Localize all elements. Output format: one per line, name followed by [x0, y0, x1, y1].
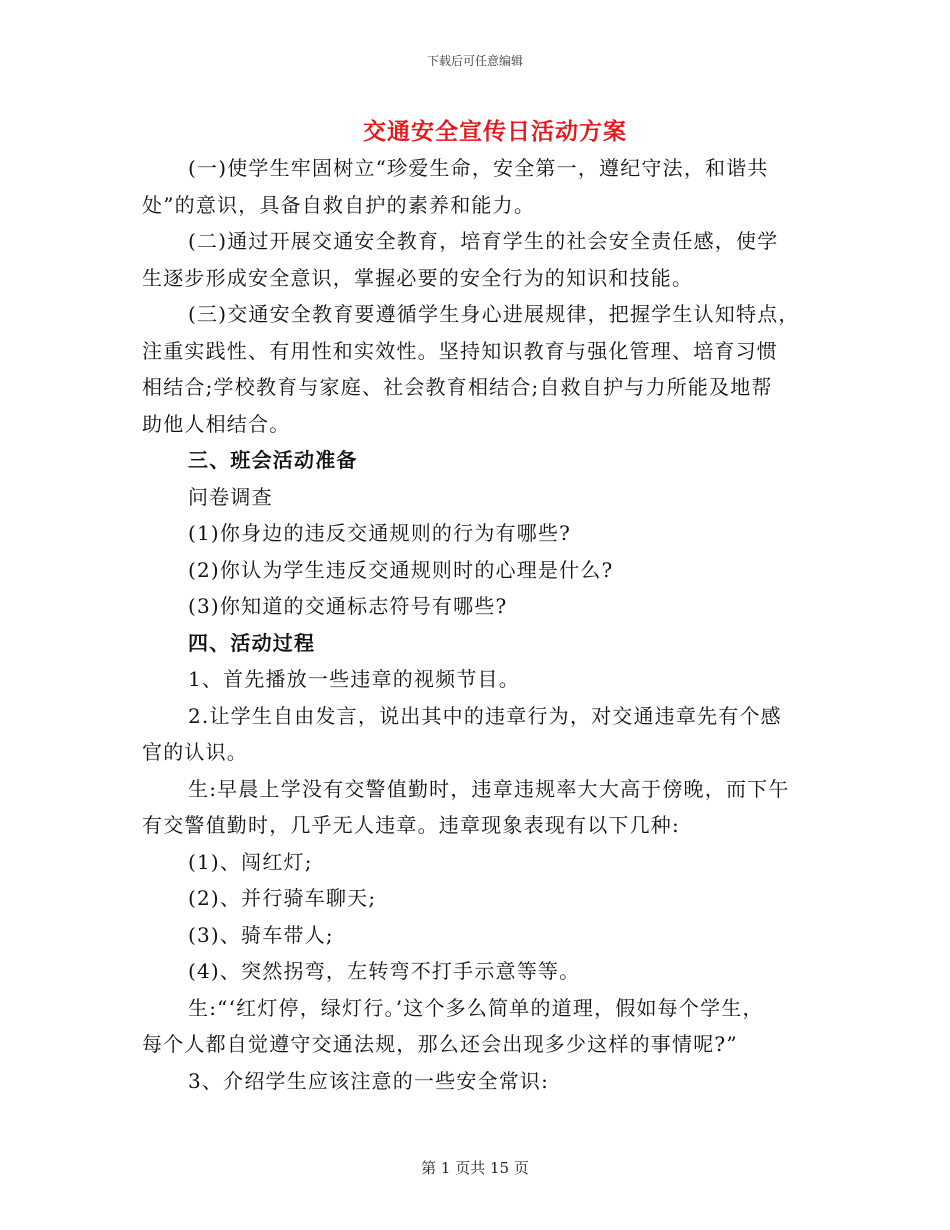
paragraph-line: 2.让学生自由发言，说出其中的违章行为，对交通违章先有个感	[188, 703, 782, 728]
page-header: 下载后可任意编辑	[426, 54, 523, 68]
section-heading: 四、活动过程	[188, 630, 316, 655]
paragraph-line: 生:“‘红灯停，绿灯行。’这个多么简单的道理，假如每个学生，	[188, 995, 764, 1020]
question-item: (2)你认为学生违反交通规则时的心理是什么?	[188, 557, 614, 582]
paragraph-line: (二)通过开展交通安全教育，培育学生的社会安全责任感，使学	[188, 229, 779, 253]
list-item: (4)、突然拐弯，左转弯不打手示意等等。	[188, 959, 581, 983]
list-item: (1)、闯红灯;	[188, 849, 313, 874]
paragraph-line: 相结合;学校教育与家庭、社会教育相结合;自救自护与力所能及地帮	[142, 375, 773, 399]
page-footer: 第 1 页共 15 页	[421, 1159, 529, 1177]
paragraph-line: 问卷调查	[188, 484, 273, 509]
paragraph-line: 有交警值勤时，几乎无人违章。违章现象表现有以下几种:	[142, 813, 680, 837]
document-body	[142, 150, 822, 1099]
paragraph-line: 3、介绍学生应该注意的一些安全常识:	[188, 1068, 550, 1093]
question-item: (3)你知道的交通标志符号有哪些?	[188, 594, 508, 618]
paragraph-line: 1、首先播放一些违章的视频节目。	[188, 667, 520, 691]
paragraph-line: 处”的意识，具备自救自护的素养和能力。	[142, 192, 536, 217]
paragraph-line: 生:早晨上学没有交警值勤时，违章违规率大大高于傍晚，而下午	[188, 776, 790, 801]
list-item: (2)、并行骑车聊天;	[188, 886, 377, 910]
paragraph-line: 注重实践性、有用性和实效性。坚持知识教育与强化管理、培育习惯	[142, 338, 778, 363]
paragraph-line: (一)使学生牢固树立“珍爱生命，安全第一，遵纪守法，和谐共	[188, 156, 769, 180]
paragraph-line: 生逐步形成安全意识，掌握必要的安全行为的知识和技能。	[142, 265, 694, 290]
section-heading: 三、班会活动准备	[188, 448, 358, 472]
question-item: (1)你身边的违反交通规则的行为有哪些?	[188, 521, 572, 545]
document-title: 交通安全宣传日活动方案	[363, 119, 627, 145]
paragraph-line: 助他人相结合。	[142, 411, 291, 436]
paragraph-line: (三)交通安全教育要遵循学生身心进展规律，把握学生认知特点，	[188, 302, 800, 326]
paragraph-line: 官的认识。	[142, 740, 248, 764]
paragraph-line: 每个人都自觉遵守交通法规，那么还会出现多少这样的事情呢?”	[142, 1032, 738, 1056]
list-item: (3)、骑车带人;	[188, 922, 334, 947]
